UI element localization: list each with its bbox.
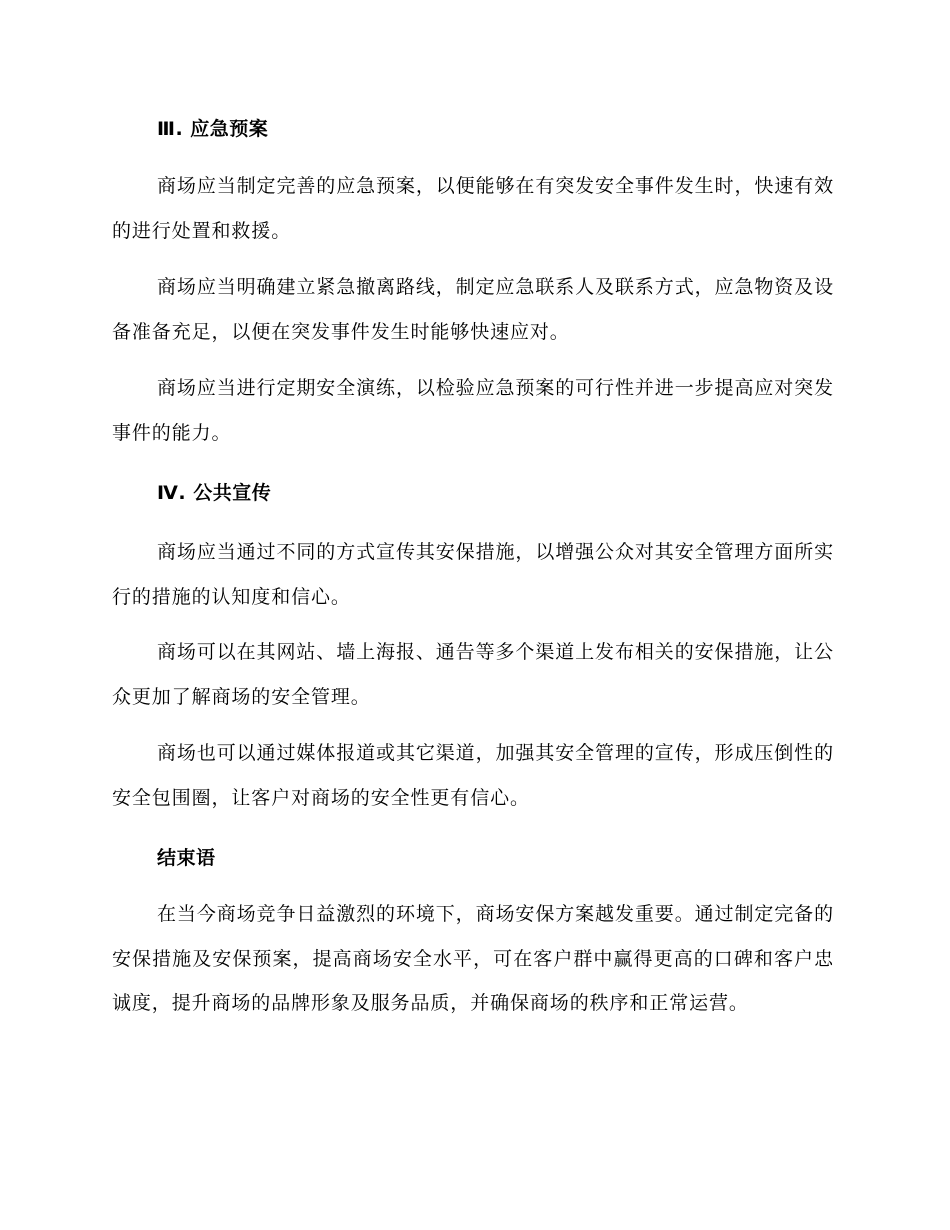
- paragraph: 商场应当通过不同的方式宣传其安保措施，以增强公众对其安全管理方面所实行的措施的认知度和信心。: [112, 541, 834, 608]
- paragraph: 在当今商场竞争日益激烈的环境下，商场安保方案越发重要。通过制定完备的安保措施及安保预案，提高商场安全水平，可在客户群中赢得更高的口碑和客户忠诚度，提升商场的品牌形象及服务品质，并确保商场的秩序和正常运营。: [112, 903, 834, 1014]
- paragraph: 商场应当进行定期安全演练，以检验应急预案的可行性并进一步提高应对突发事件的能力。: [112, 377, 834, 444]
- paragraph: 商场应当制定完善的应急预案，以便能够在有突发安全事件发生时，快速有效的进行处置和救援。: [112, 175, 834, 242]
- paragraph: 商场应当明确建立紧急撤离路线，制定应急联系人及联系方式，应急物资及设备准备充足，以便在突发事件发生时能够快速应对。: [112, 276, 834, 343]
- paragraph: 商场可以在其网站、墙上海报、通告等多个渠道上发布相关的安保措施，让公众更加了解商场的安全管理。: [112, 641, 834, 708]
- section-heading-conclusion: 结束语: [157, 847, 216, 869]
- section-heading-public-promotion: Ⅳ. 公共宣传: [157, 482, 272, 504]
- section-heading-emergency-plan: Ⅲ. 应急预案: [157, 118, 269, 140]
- paragraph: 商场也可以通过媒体报道或其它渠道，加强其安全管理的宣传，形成压倒性的安全包围圈，让客户对商场的安全性更有信心。: [112, 742, 834, 809]
